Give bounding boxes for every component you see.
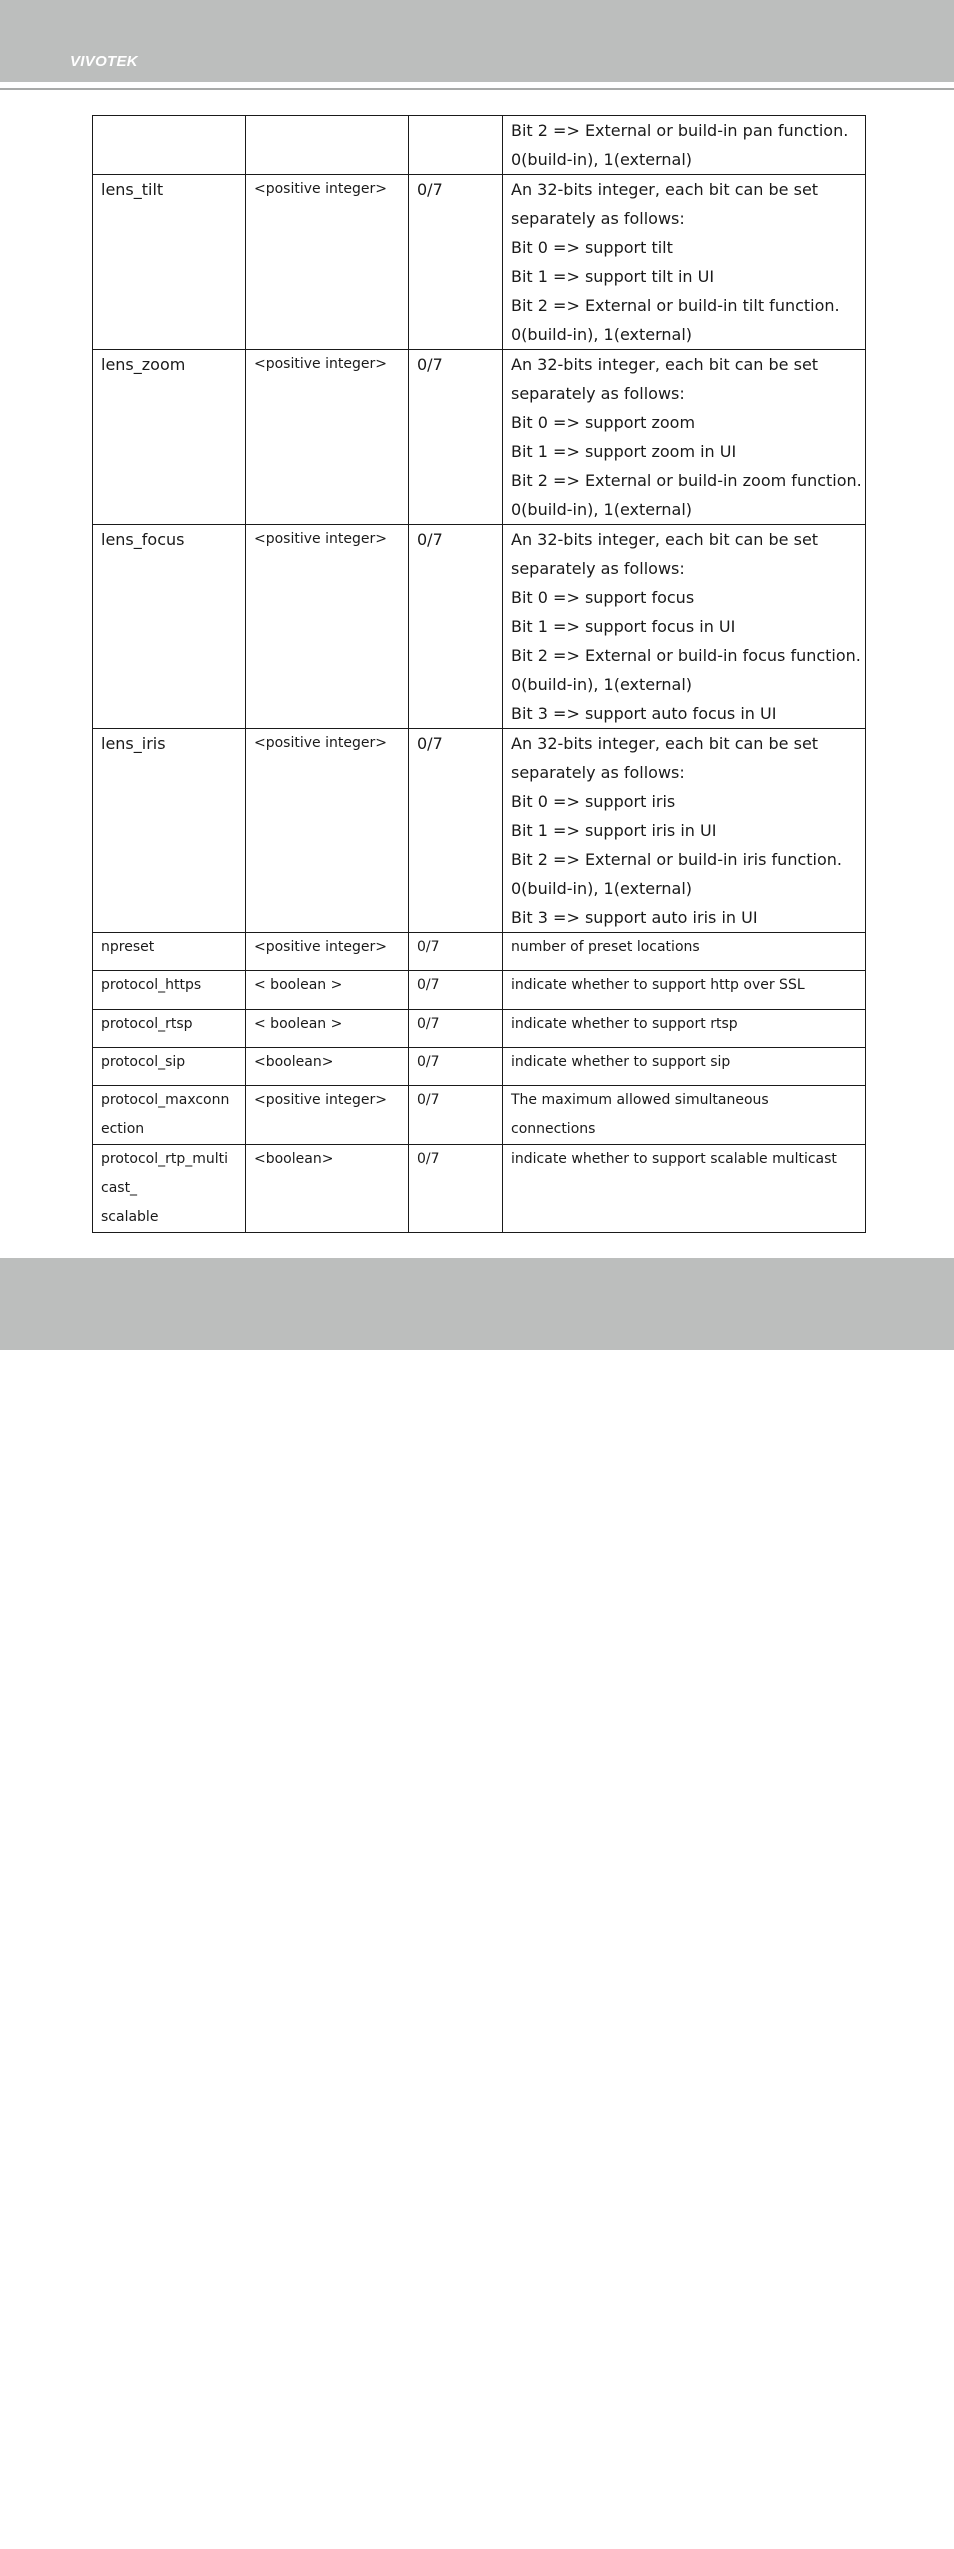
param-name-cell (93, 175, 246, 350)
param-type-cell: <positive integer> (246, 729, 409, 933)
param-description-cell (503, 1048, 866, 1086)
param-description-cell-line: indicate whether to support sip (511, 1054, 731, 1070)
table-row (93, 1086, 866, 1145)
table-row (93, 116, 866, 175)
param-description-cell-line: indicate whether to support rtsp (511, 1016, 738, 1032)
param-description-cell-line: connections (511, 1121, 596, 1137)
param-description-cell (503, 729, 866, 933)
param-security-cell: 0/7 (409, 525, 503, 729)
param-description-cell-line: Bit 2 => External or build-in tilt function. (511, 296, 840, 315)
table-row (93, 971, 866, 1010)
param-description-cell (503, 116, 866, 175)
param-security-cell (409, 116, 503, 175)
param-name-cell-line: protocol_maxconn (101, 1092, 230, 1108)
table-row (93, 350, 866, 525)
param-type-cell: <positive integer> (246, 350, 409, 525)
param-description-cell-line: separately as follows: (511, 384, 685, 403)
param-type-cell: <boolean> (246, 1145, 409, 1233)
param-description-cell (503, 175, 866, 350)
param-security-cell: 0/7 (409, 1048, 503, 1086)
brand-logo-text: VIVOTEK (70, 53, 138, 70)
param-name-cell-line: ection (101, 1121, 145, 1137)
param-name-cell-line: protocol_rtp_multi (101, 1151, 229, 1167)
param-description-cell (503, 1145, 866, 1233)
param-security-cell: 0/7 (409, 1010, 503, 1048)
param-name-cell (93, 933, 246, 971)
table-row (93, 729, 866, 933)
param-security-cell: 0/7 (409, 971, 503, 1010)
param-name-cell-line: lens_iris (101, 734, 166, 753)
param-name-cell (93, 971, 246, 1010)
param-description-cell-line: 0(build-in), 1(external) (511, 150, 693, 169)
param-security-cell: 0/7 (409, 933, 503, 971)
param-name-cell-line: protocol_sip (101, 1054, 186, 1070)
param-description-cell (503, 525, 866, 729)
param-name-cell-line: protocol_https (101, 977, 202, 993)
page-number: 110 - User's Manual (70, 2533, 194, 2549)
param-description-cell-line: indicate whether to support scalable multicast (511, 1151, 837, 1167)
param-description-cell-line: 0(build-in), 1(external) (511, 325, 693, 344)
param-name-cell (93, 525, 246, 729)
param-description-cell-line: separately as follows: (511, 559, 685, 578)
param-description-cell-line: Bit 1 => support focus in UI (511, 617, 736, 636)
param-description-cell-line: separately as follows: (511, 763, 685, 782)
param-name-cell-line: npreset (101, 939, 155, 955)
param-type-cell (246, 116, 409, 175)
page-footer (0, 1258, 954, 2549)
param-type-cell: < boolean > (246, 971, 409, 1010)
param-description-cell-line: Bit 0 => support tilt (511, 238, 673, 257)
param-name-cell (93, 116, 246, 175)
param-type-cell: <positive integer> (246, 525, 409, 729)
param-description-cell (503, 1010, 866, 1048)
param-description-cell-line: Bit 3 => support auto iris in UI (511, 908, 758, 927)
param-description-cell (503, 933, 866, 971)
param-description-cell-line: The maximum allowed simultaneous (511, 1092, 769, 1108)
param-description-cell-line: 0(build-in), 1(external) (511, 879, 693, 898)
param-type-cell: <positive integer> (246, 1086, 409, 1145)
param-description-cell-line: 0(build-in), 1(external) (511, 500, 693, 519)
param-description-cell-line: Bit 0 => support zoom (511, 413, 696, 432)
param-type-cell: <positive integer> (246, 933, 409, 971)
param-description-cell (503, 1086, 866, 1145)
param-name-cell-line: lens_tilt (101, 180, 164, 199)
param-security-cell: 0/7 (409, 1086, 503, 1145)
param-name-cell (93, 1010, 246, 1048)
param-description-cell-line: separately as follows: (511, 209, 685, 228)
param-security-cell: 0/7 (409, 1145, 503, 1233)
table-row (93, 1048, 866, 1086)
param-name-cell-line: lens_focus (101, 530, 185, 549)
param-description-cell-line: Bit 1 => support iris in UI (511, 821, 717, 840)
param-type-cell: <boolean> (246, 1048, 409, 1086)
param-description-cell-line: Bit 2 => External or build-in iris function. (511, 850, 842, 869)
table-row (93, 175, 866, 350)
param-description-cell-line: An 32-bits integer, each bit can be set (511, 530, 819, 549)
param-security-cell: 0/7 (409, 350, 503, 525)
param-description-cell-line: Bit 3 => support auto focus in UI (511, 704, 777, 723)
param-name-cell (93, 1086, 246, 1145)
page-header (0, 0, 954, 82)
param-name-cell (93, 350, 246, 525)
param-type-cell: < boolean > (246, 1010, 409, 1048)
param-description-cell-line: Bit 2 => External or build-in zoom function. (511, 471, 862, 490)
param-name-cell (93, 1048, 246, 1086)
param-description-cell-line: Bit 2 => External or build-in focus function. (511, 646, 861, 665)
table-row (93, 525, 866, 729)
param-description-cell-line: An 32-bits integer, each bit can be set (511, 734, 819, 753)
param-name-cell-line: scalable (101, 1209, 159, 1225)
param-description-cell-line: An 32-bits integer, each bit can be set (511, 355, 819, 374)
parameter-table (92, 115, 866, 1233)
param-type-cell: <positive integer> (246, 175, 409, 350)
param-description-cell-line: 0(build-in), 1(external) (511, 675, 693, 694)
param-description-cell-line: Bit 0 => support focus (511, 588, 695, 607)
table-row (93, 1145, 866, 1233)
table-row (93, 1010, 866, 1048)
param-name-cell (93, 729, 246, 933)
param-name-cell-line: cast_ (101, 1180, 138, 1196)
param-description-cell-line: An 32-bits integer, each bit can be set (511, 180, 819, 199)
param-description-cell (503, 350, 866, 525)
param-security-cell: 0/7 (409, 175, 503, 350)
param-name-cell (93, 1145, 246, 1233)
header-rule (0, 88, 954, 90)
param-description-cell-line: number of preset locations (511, 939, 700, 955)
table-row (93, 933, 866, 971)
param-security-cell: 0/7 (409, 729, 503, 933)
param-name-cell-line: protocol_rtsp (101, 1016, 193, 1032)
param-name-cell-line: lens_zoom (101, 355, 186, 374)
param-description-cell-line: Bit 0 => support iris (511, 792, 676, 811)
param-description-cell-line: indicate whether to support http over SSL (511, 977, 805, 993)
param-description-cell-line: Bit 1 => support zoom in UI (511, 442, 737, 461)
param-description-cell (503, 971, 866, 1010)
param-description-cell-line: Bit 1 => support tilt in UI (511, 267, 715, 286)
param-description-cell-line: Bit 2 => External or build-in pan function. (511, 121, 849, 140)
